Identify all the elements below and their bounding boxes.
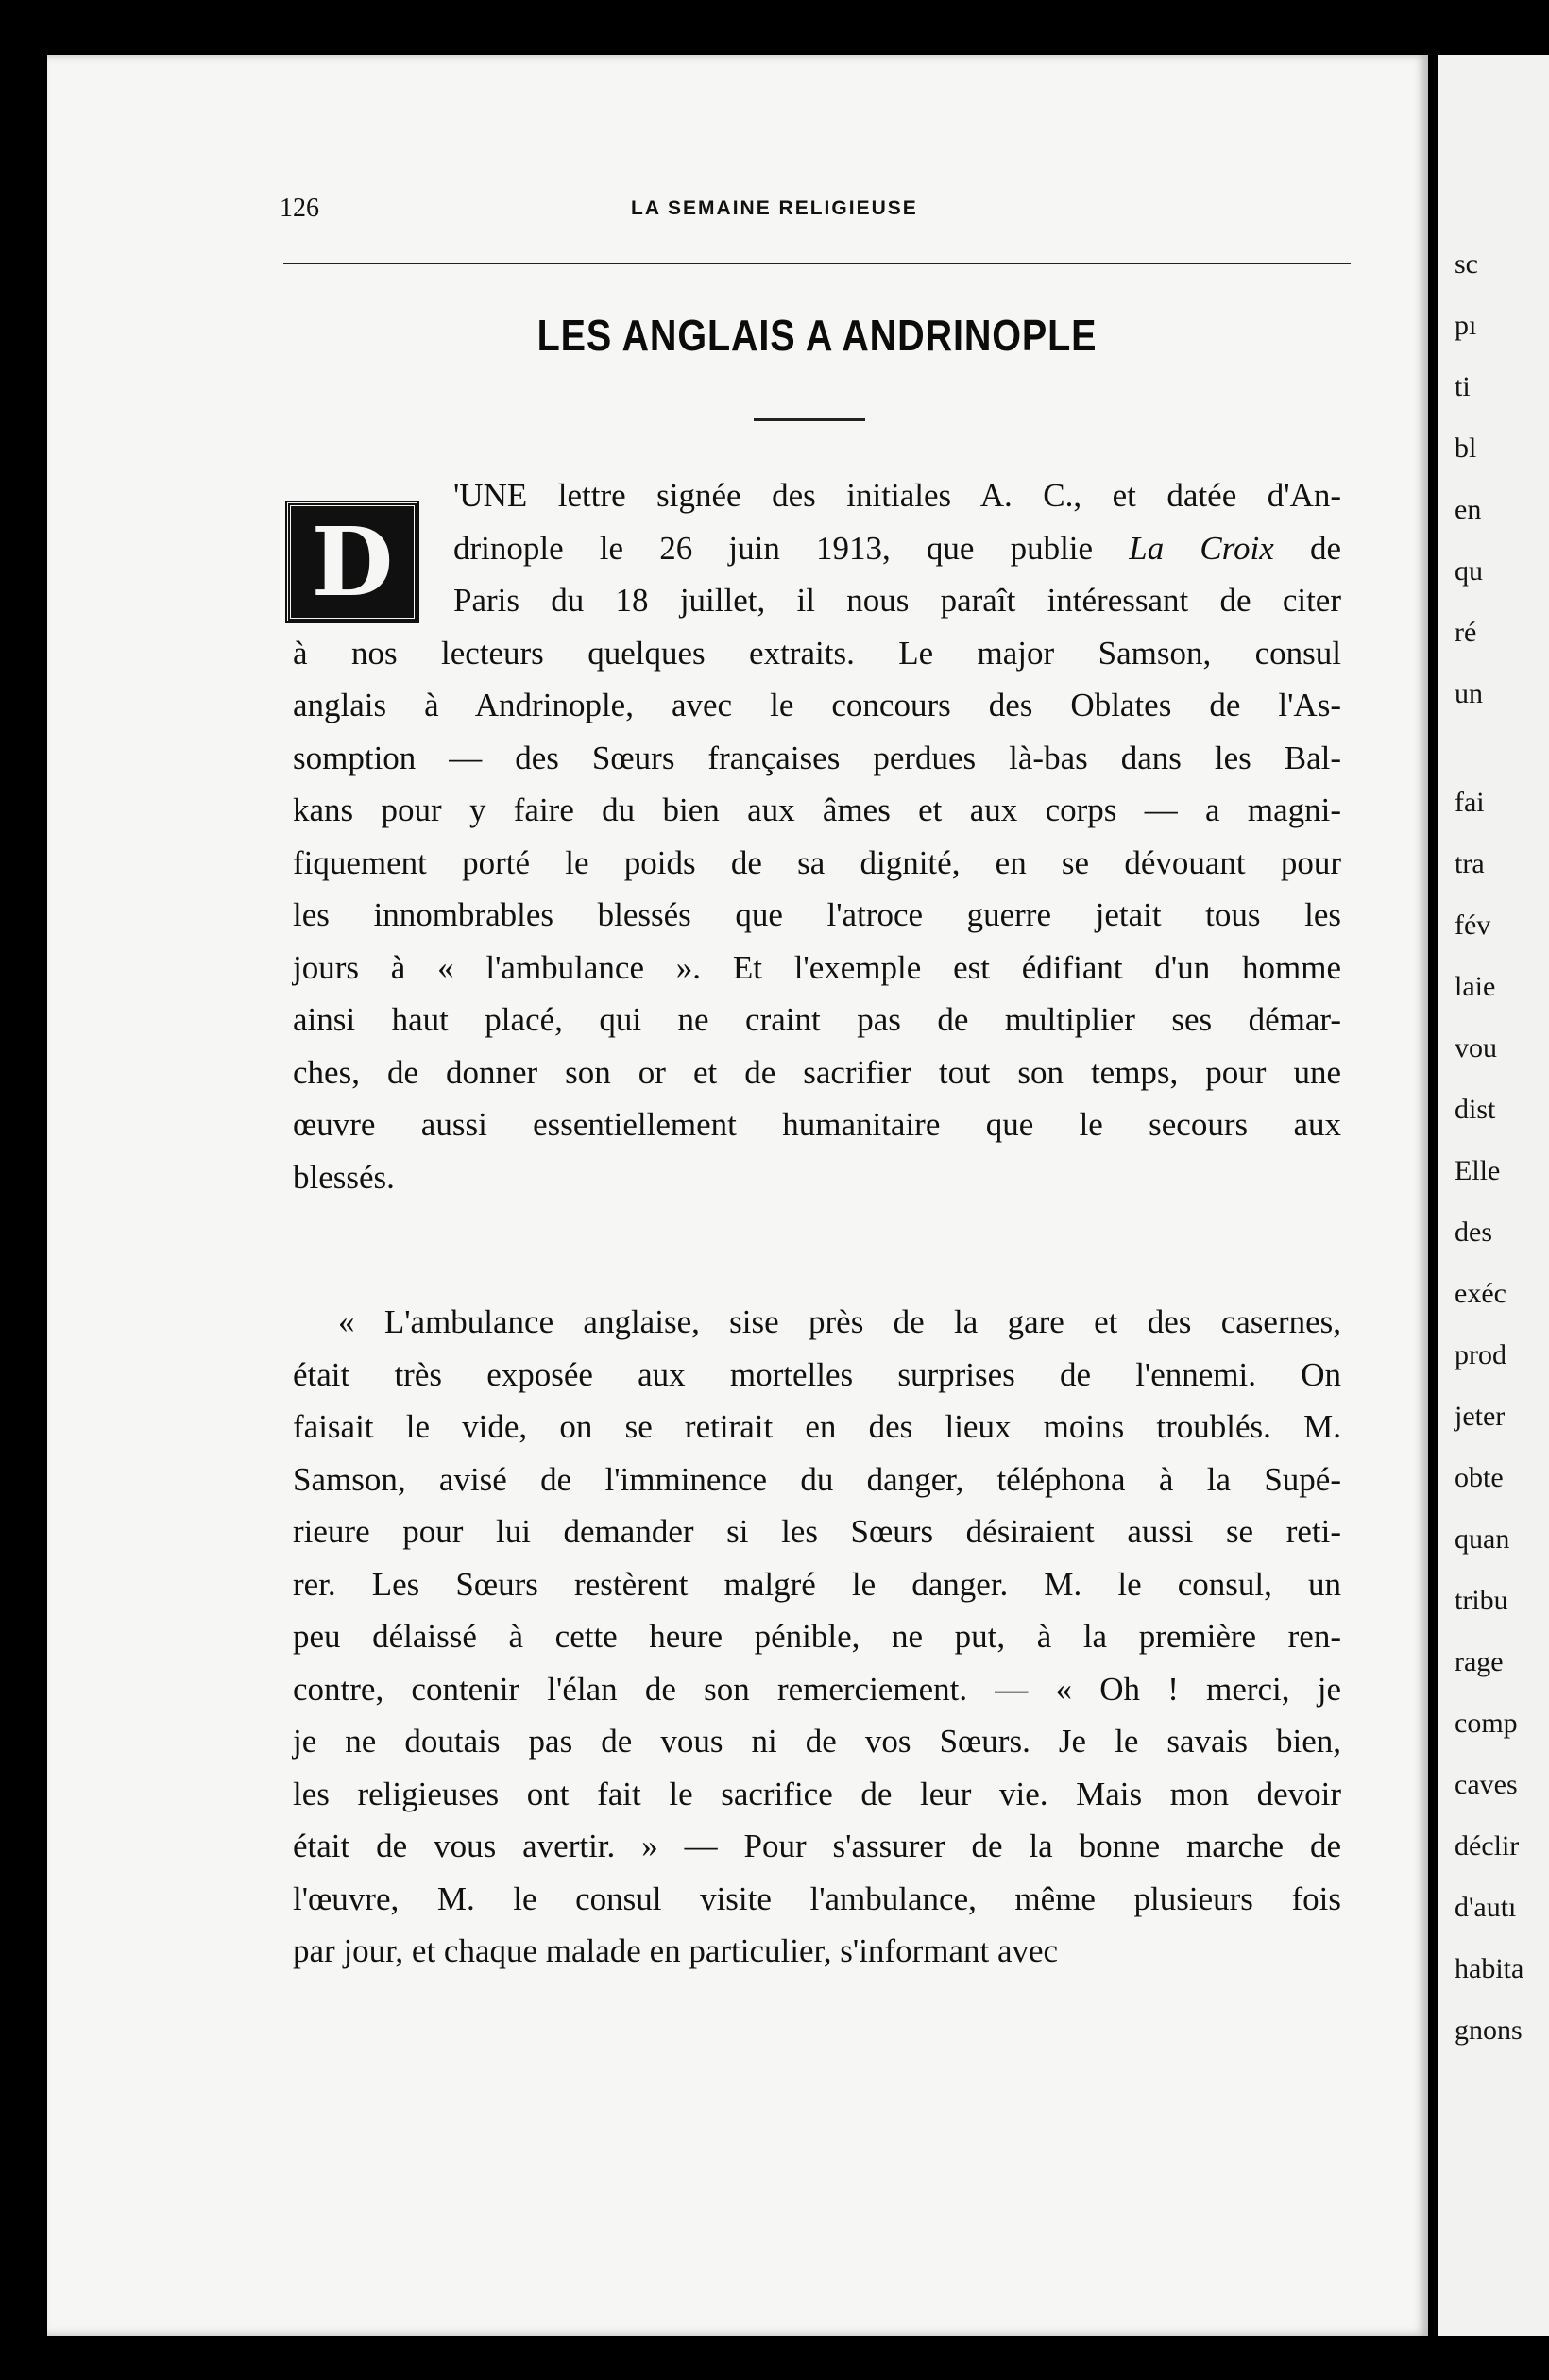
facing-page-fragment: comp xyxy=(1455,1708,1518,1739)
text-line: Paris du 18 juillet, il nous paraît intéressant de citer xyxy=(453,582,1341,619)
facing-page-fragment: jeter xyxy=(1455,1401,1506,1432)
article-title: LES ANGLAIS A ANDRINOPLE xyxy=(536,311,1098,360)
facing-page-fragment: en xyxy=(1455,494,1482,525)
text-line: je ne doutais pas de vous ni de vos Sœurs. Je le savais bien, xyxy=(293,1723,1341,1760)
facing-page-fragment: prod xyxy=(1455,1339,1506,1370)
text-line: à nos lecteurs quelques extraits. Le major Samson, consul xyxy=(293,634,1341,672)
text-line: faisait le vide, on se retirait en des lieux moins troublés. M. xyxy=(293,1408,1341,1445)
text-line: rieure pour lui demander si les Sœurs désiraient aussi se reti- xyxy=(293,1513,1341,1550)
facing-page-fragment: Elle xyxy=(1455,1155,1501,1186)
facing-page-fragment: obte xyxy=(1455,1462,1504,1493)
text-line: kans pour y faire du bien aux âmes et aux corps — a magni- xyxy=(293,791,1341,828)
text-line: fiquement porté le poids de sa dignité, en se dévouant pour xyxy=(293,843,1341,881)
text-line: « L'ambulance anglaise, sise près de la gare et des casernes, xyxy=(338,1303,1341,1340)
facing-page-fragment: fév xyxy=(1455,910,1491,941)
facing-page-edge xyxy=(1438,55,1549,2336)
facing-page-fragment: déclir xyxy=(1455,1830,1520,1862)
facing-page-fragment: habita xyxy=(1455,1953,1524,1984)
text-line: par jour, et chaque malade en particulier, s'informant avec xyxy=(293,1932,1059,1969)
facing-page-fragment: pı xyxy=(1455,310,1477,341)
text-line: ches, de donner son or et de sacrifier tout son temps, pour une xyxy=(293,1053,1341,1091)
facing-page-fragment: quan xyxy=(1455,1523,1510,1555)
page-header xyxy=(280,194,1347,231)
facing-page-fragment: bl xyxy=(1455,433,1477,464)
facing-page-fragment: tra xyxy=(1455,848,1485,879)
running-title: LA SEMAINE RELIGIEUSE xyxy=(631,197,918,219)
text-line: somption — des Sœurs françaises perdues là-bas dans les Bal- xyxy=(293,739,1341,776)
text-line: anglais à Andrinople, avec le concours des Oblates de l'As- xyxy=(293,687,1341,723)
facing-page-fragment: gnons xyxy=(1455,2014,1523,2046)
text-line: 'UNE lettre signée des initiales A. C., et datée d'An- xyxy=(453,477,1341,514)
text-line: peu délaissé à cette heure pénible, ne put, à la première ren- xyxy=(293,1618,1341,1655)
drop-cap-initial: D xyxy=(287,502,417,621)
facing-page-fragment: d'autı xyxy=(1455,1892,1517,1923)
text-line: ainsi haut placé, qui ne craint pas de multiplier ses démar- xyxy=(293,1001,1341,1038)
title-rule xyxy=(754,418,865,421)
facing-page-fragment: ré xyxy=(1455,617,1477,648)
text-line: jours à « l'ambulance ». Et l'exemple est édifiant d'un homme xyxy=(293,948,1341,986)
text-line: blessés. xyxy=(293,1158,395,1196)
text-line: était de vous avertir. » — Pour s'assurer de la bonne marche de xyxy=(293,1828,1341,1864)
text-line: était très exposée aux mortelles surprises de l'ennemi. On xyxy=(293,1355,1341,1393)
text-line: contre, contenir l'élan de son remerciement. — « Oh ! merci, je xyxy=(293,1670,1341,1708)
text-line: drinople le 26 juin 1913, que publie La Croix de xyxy=(453,529,1341,567)
facing-page-fragment: rage xyxy=(1455,1646,1504,1677)
facing-page-fragment: laie xyxy=(1455,971,1496,1002)
text-line: Samson, avisé de l'imminence du danger, téléphona à la Supé- xyxy=(293,1460,1341,1498)
text-line: l'œuvre, M. le consul visite l'ambulance, même plusieurs fois xyxy=(293,1879,1341,1917)
facing-page-fragment: caves xyxy=(1455,1769,1518,1800)
text-line: rer. Les Sœurs restèrent malgré le danger. M. le consul, un xyxy=(293,1565,1341,1603)
facing-page-fragment: exéc xyxy=(1455,1278,1506,1309)
facing-page-fragment: ti xyxy=(1455,371,1471,402)
facing-page-fragment: sc xyxy=(1455,248,1478,280)
text-line: les innombrables blessés que l'atroce guerre jetait tous les xyxy=(293,896,1341,933)
text-line: les religieuses ont fait le sacrifice de leur vie. Mais mon devoir xyxy=(293,1775,1341,1812)
facing-page-fragment: vou xyxy=(1455,1032,1497,1063)
facing-page-fragment: fai xyxy=(1455,787,1485,818)
header-rule xyxy=(283,263,1351,264)
facing-page-fragment: des xyxy=(1455,1216,1492,1248)
page-number: 126 xyxy=(280,194,319,223)
facing-page-fragment: dist xyxy=(1455,1094,1496,1125)
facing-page-fragment: un xyxy=(1455,678,1483,709)
facing-page-fragment: tribu xyxy=(1455,1585,1508,1616)
text-line: œuvre aussi essentiellement humanitaire que le secours aux xyxy=(293,1106,1341,1143)
facing-page-fragment: qu xyxy=(1455,555,1483,586)
